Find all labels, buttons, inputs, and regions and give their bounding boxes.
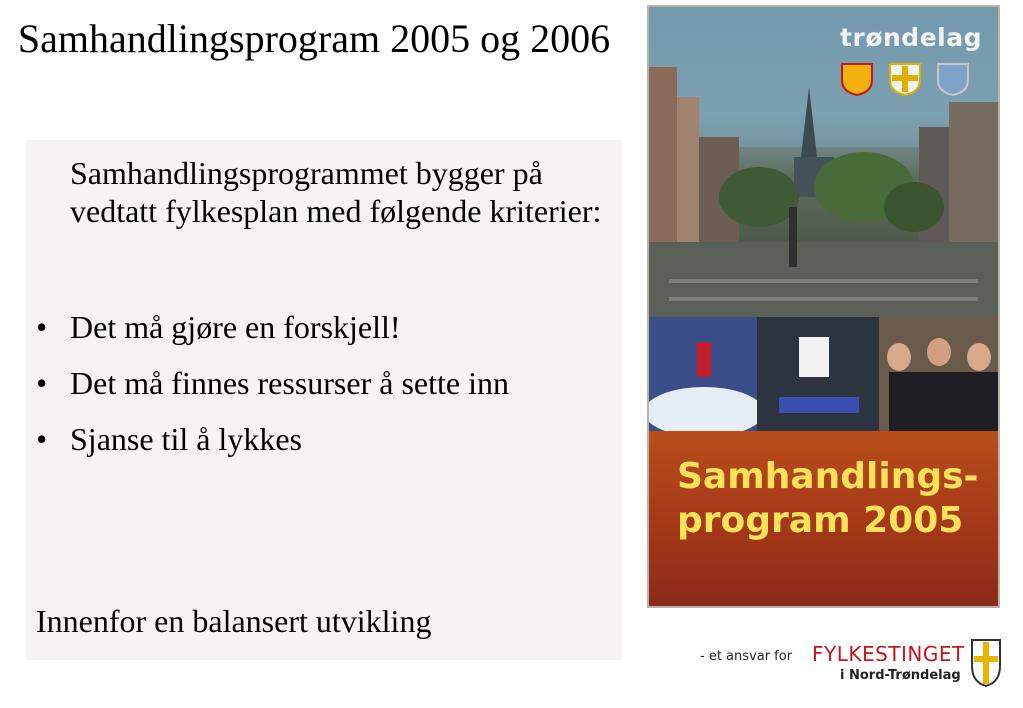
city-scene-illustration (649, 7, 998, 317)
trondelag-logo: trøndelag (840, 23, 982, 52)
closing-text: Innenfor en balansert utvikling (36, 603, 432, 639)
collage-illustration (649, 317, 998, 431)
cover-title-panel (649, 431, 998, 608)
bullet-marker: • (36, 309, 48, 345)
footer-prefix: - et ansvar for (700, 649, 793, 664)
list-item (26, 420, 590, 458)
bullet-text: Sjanse til å lykkes (70, 421, 302, 457)
criteria-list (26, 308, 622, 476)
content-box (26, 140, 622, 660)
list-item (26, 308, 590, 346)
list-item (26, 364, 590, 402)
intro-text: Samhandlingsprogrammet bygger på vedtatt fylkesplan med følgende kriterier: (70, 155, 602, 229)
footer-branding (700, 638, 1000, 694)
bullet-marker: • (36, 365, 48, 401)
bullet-text: Det må gjøre en forskjell! (70, 309, 401, 345)
cover-title: Samhandlings- program 2005 (677, 456, 979, 541)
coat-of-arms-shields (840, 62, 970, 96)
footer-org-location: i Nord-Trøndelag (840, 668, 961, 683)
slide-title: Samhandlingsprogram 2005 og 2006 (17, 16, 611, 61)
shield-icon (970, 638, 1002, 688)
city-square-photo (649, 7, 998, 317)
photo-collage-strip (649, 317, 998, 431)
brochure-cover-image (647, 5, 1000, 608)
footer-org-name: FYLKESTINGET (812, 642, 965, 666)
bullet-marker: • (36, 421, 48, 457)
bullet-text: Det må finnes ressurser å sette inn (70, 365, 509, 401)
